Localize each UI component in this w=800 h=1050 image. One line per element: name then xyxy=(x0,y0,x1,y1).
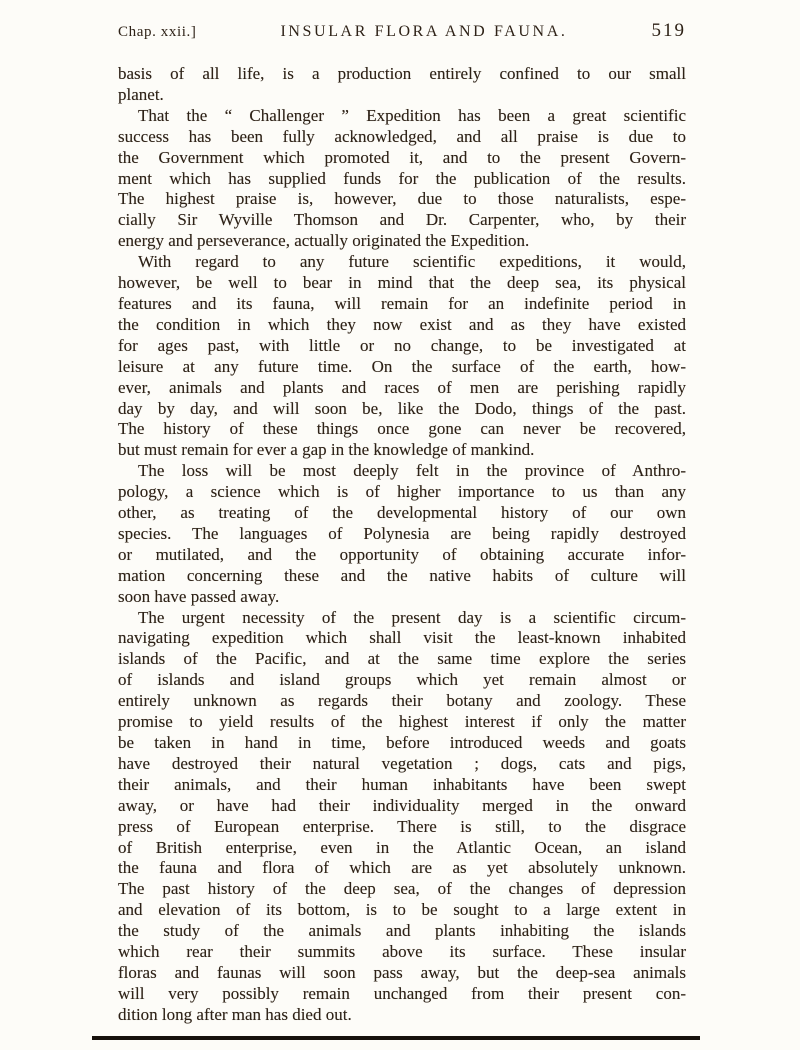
text-line: navigating expedition which shall visit the least-known inhabited xyxy=(118,628,686,648)
text-line: With regard to any future scientific expeditions, it would, xyxy=(138,252,686,272)
text-line: however, be well to bear in mind that the deep sea, its physical xyxy=(118,273,686,293)
chapter-label: Chap. xxii.] xyxy=(118,24,197,40)
text-line: be taken in hand in time, before introduced weeds and goats xyxy=(118,733,686,752)
text-line: basis of all life, is a production entirely confined to our small xyxy=(118,64,686,83)
text-line: have destroyed their natural vegetation ; dogs, cats and pigs, xyxy=(118,753,686,773)
text-line: The past history of the deep sea, of the changes of depression xyxy=(118,879,686,899)
paragraph xyxy=(118,106,686,252)
text-line: or mutilated, and the opportunity of obtaining accurate infor- xyxy=(118,544,686,564)
text-line: leisure at any future time. On the surface of the earth, how- xyxy=(118,356,686,376)
text-line: energy and perseverance, actually originated the Expedition. xyxy=(118,231,530,251)
text-line: entirely unknown as regards their botany and zoology. These xyxy=(118,691,686,711)
text-line: but must remain for ever a gap in the knowledge of mankind. xyxy=(118,440,535,460)
text-line: the Government which promoted it, and to the present Govern- xyxy=(118,147,686,167)
text-line: promise to yield results of the highest interest if only the matter xyxy=(118,712,686,732)
text-line: The history of these things once gone can never be recovered, xyxy=(118,419,686,439)
text-line: islands of the Pacific, and at the same time explore the series xyxy=(118,649,686,669)
text-line: will very possibly remain unchanged from their present con- xyxy=(118,983,686,1003)
text-line: The urgent necessity of the present day is a scientific circum- xyxy=(138,607,686,627)
text-line: ever, animals and plants and races of men are perishing rapidly xyxy=(118,377,686,397)
text-line: floras and faunas will soon pass away, but the deep-sea animals xyxy=(118,962,686,982)
page-number: 519 xyxy=(651,20,686,41)
book-page xyxy=(118,20,686,1026)
text-line: features and its fauna, will remain for an indefinite period in xyxy=(118,293,686,313)
text-line: The highest praise is, however, due to those naturalists, espe- xyxy=(118,189,686,209)
paragraph xyxy=(118,461,686,607)
text-line: the condition in which they now exist and as they have existed xyxy=(118,314,686,334)
text-line: other, as treating of the developmental history of our own xyxy=(118,503,686,523)
text-line: of British enterprise, even in the Atlantic Ocean, an island xyxy=(118,837,686,857)
text-line: day by day, and will soon be, like the Dodo, things of the past. xyxy=(118,398,686,418)
text-line: The loss will be most deeply felt in the province of Anthro- xyxy=(138,461,686,481)
paragraph xyxy=(118,608,686,1026)
text-line: of islands and island groups which yet remain almost or xyxy=(118,670,686,690)
paragraph xyxy=(118,64,686,106)
text-line: away, or have had their individuality merged in the onward xyxy=(118,795,686,815)
text-line: the fauna and flora of which are as yet absolutely unknown. xyxy=(118,858,686,878)
text-line: mation concerning these and the native habits of culture will xyxy=(118,565,686,585)
text-line: dition long after man has died out. xyxy=(118,1004,352,1024)
text-line: pology, a science which is of higher importance to us than any xyxy=(118,482,686,502)
text-line: That the “ Challenger ” Expedition has been a great scientific xyxy=(138,105,686,125)
page-body xyxy=(118,64,686,1026)
text-line: their animals, and their human inhabitants have been swept xyxy=(118,774,686,794)
page-title: INSULAR FLORA AND FAUNA. xyxy=(280,23,568,40)
text-line: which rear their summits above its surface. These insular xyxy=(118,942,686,962)
text-line: for ages past, with little or no change, to be investigated at xyxy=(118,335,686,355)
page-header xyxy=(118,20,686,42)
text-line: soon have passed away. xyxy=(118,586,280,606)
text-line: planet. xyxy=(118,84,164,104)
paragraph xyxy=(118,252,686,461)
text-line: success has been fully acknowledged, and all praise is due to xyxy=(118,126,686,146)
text-line: ment which has supplied funds for the publication of the results. xyxy=(118,168,686,188)
text-line: press of European enterprise. There is still, to the disgrace xyxy=(118,816,686,836)
text-line: the study of the animals and plants inhabiting the islands xyxy=(118,921,686,941)
text-line: cially Sir Wyville Thomson and Dr. Carpenter, who, by their xyxy=(118,210,686,230)
text-line: species. The languages of Polynesia are being rapidly destroyed xyxy=(118,523,686,543)
text-line: and elevation of its bottom, is to be sought to a large extent in xyxy=(118,900,686,920)
scan-bottom-edge-line xyxy=(92,1036,700,1040)
